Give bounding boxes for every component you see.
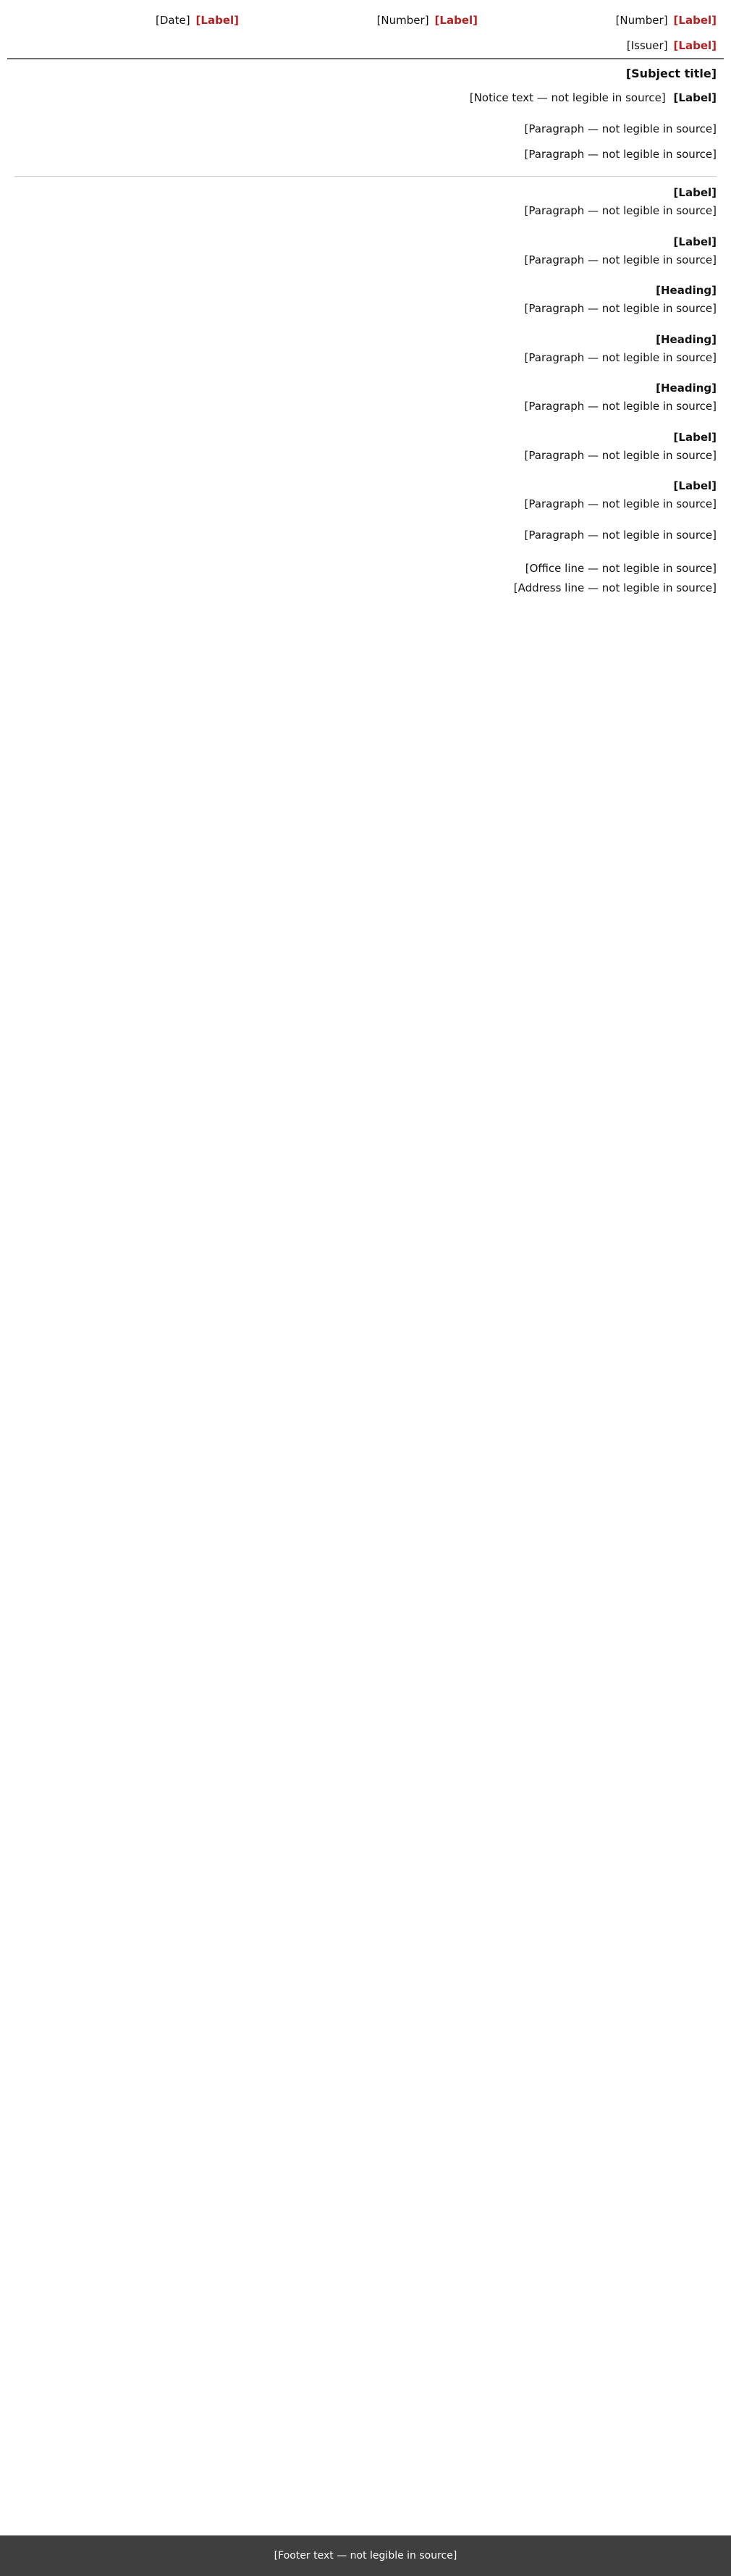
office-line: [Office line — not legible in source] — [525, 561, 717, 575]
notice-text-section — [14, 89, 717, 107]
address-line: [Address line — not legible in source] — [513, 581, 717, 594]
unit-3-section — [14, 379, 717, 416]
note-2: [Paragraph — not legible in source] — [524, 147, 717, 161]
property-specs-label: [Label] — [673, 235, 717, 248]
limits-text: [Paragraph — not legible in source] — [524, 448, 717, 462]
notice-text: [Notice text — not legible in source] — [469, 91, 666, 104]
expert-final-section — [14, 477, 717, 513]
notice-number-label: [Label] — [673, 13, 717, 27]
divider — [14, 176, 717, 177]
expert-final-label: [Label] — [673, 479, 717, 493]
unit-1-title: [Heading] — [656, 284, 717, 298]
issuer-block — [7, 35, 724, 56]
notice-number-block — [485, 9, 724, 31]
unit-3-text: [Paragraph — not legible in source] — [524, 400, 717, 413]
unit-2-section — [14, 331, 717, 367]
unit-2-title: [Heading] — [656, 332, 717, 346]
note-1: [Paragraph — not legible in source] — [524, 122, 717, 135]
issuer-label: [Label] — [673, 38, 717, 52]
footer-lines — [14, 559, 717, 598]
limits-label: [Label] — [673, 430, 717, 444]
issue-date-block — [7, 9, 246, 31]
unit-1-section — [14, 282, 717, 318]
expert-opinion-intro: [Paragraph — not legible in source] — [524, 204, 717, 217]
letter-number-label: [Label] — [434, 13, 478, 27]
bottom-bar — [0, 2535, 731, 2576]
notes-section — [14, 120, 717, 164]
unit-1-text: [Paragraph — not legible in source] — [524, 302, 717, 315]
property-specs-text: [Paragraph — not legible in source] — [524, 253, 717, 266]
property-specs-section — [14, 233, 717, 269]
closing-text: [Paragraph — not legible in source] — [524, 528, 717, 542]
issue-date-label: [Label] — [195, 13, 239, 27]
notice-text-label: [Label] — [673, 91, 717, 104]
unit-2-text: [Paragraph — not legible in source] — [524, 350, 717, 364]
header — [7, 7, 724, 59]
letter-number-value: [Number] — [376, 13, 429, 27]
expert-opinion-section — [14, 184, 717, 220]
bottom-bar-text: [Footer text — not legible in source] — [274, 2550, 457, 2562]
notice-number-value: [Number] — [615, 13, 668, 27]
issuer-value: [Issuer] — [626, 38, 668, 52]
closing-section — [14, 526, 717, 544]
expert-final-text: [Paragraph — not legible in source] — [524, 497, 717, 510]
issue-date-value: [Date] — [155, 13, 190, 27]
subject-title: [Subject title] — [625, 67, 717, 80]
unit-3-title: [Heading] — [656, 382, 717, 395]
limits-section — [14, 429, 717, 465]
expert-opinion-label: [Label] — [673, 186, 717, 200]
letter-number-block — [246, 9, 485, 31]
